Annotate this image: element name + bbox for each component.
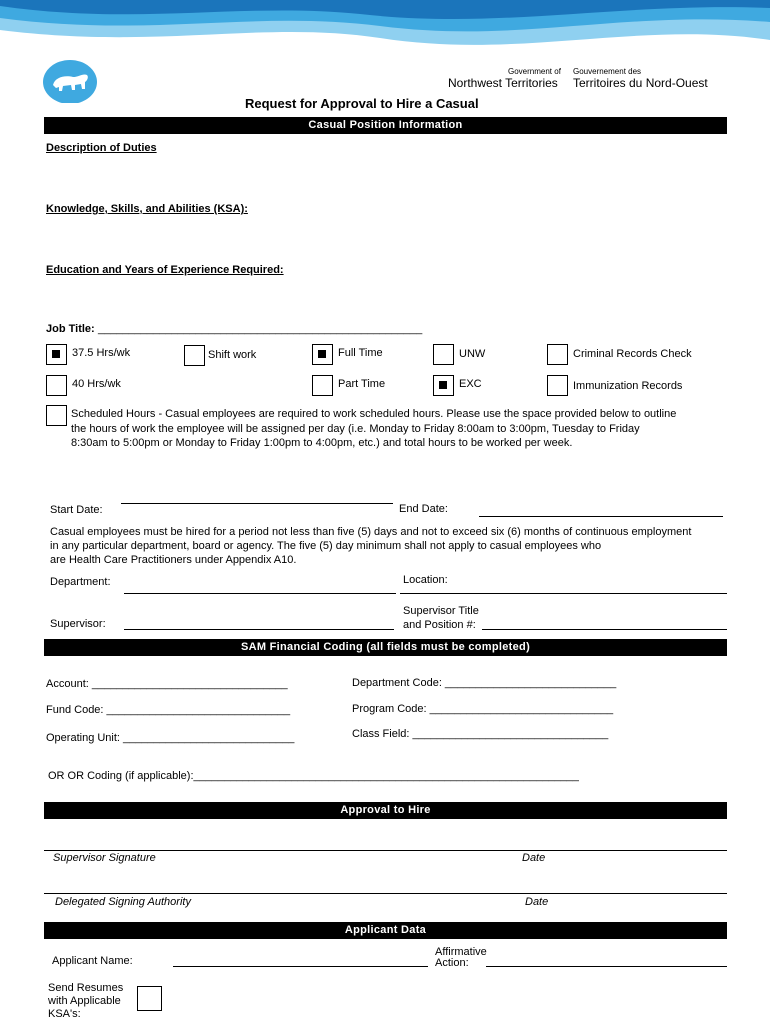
start-date-field[interactable] <box>121 503 393 504</box>
send-resumes-line1: Send Resumes <box>48 982 124 994</box>
label-unw: UNW <box>459 348 486 360</box>
gov-en-line1: Government of <box>508 67 561 76</box>
scheduled-hours-line3: 8:30am to 5:00pm or Monday to Friday 1:00pm to 4:00pm, etc.) and total hours to be worked per week. <box>71 437 573 449</box>
checkbox-part-time[interactable] <box>312 375 333 396</box>
label-full-time: Full Time <box>338 347 383 359</box>
account-field[interactable]: Account: ________________________________ <box>46 678 288 690</box>
applicant-name-field[interactable] <box>173 966 428 967</box>
notice-line3: are Health Care Practitioners under Appendix A10. <box>50 554 297 566</box>
department-label: Department: <box>50 576 111 588</box>
notice-line1: Casual employees must be hired for a period not less than five (5) days and not to exceed six (6) months of continuous employment <box>50 526 692 538</box>
supervisor-signature-line[interactable] <box>44 850 727 851</box>
supervisor-title-line2: and Position #: <box>403 619 476 631</box>
ksa-label: Knowledge, Skills, and Abilities (KSA): <box>46 203 248 215</box>
gov-fr-line1: Gouvernement des <box>573 67 642 76</box>
end-date-field[interactable] <box>479 516 723 517</box>
label-exc: EXC <box>459 378 482 390</box>
affirmative-action-field[interactable] <box>486 966 727 967</box>
date-label-1: Date <box>522 852 546 864</box>
section-heading-casual-position: Casual Position Information <box>44 117 727 134</box>
label-40-hrs: 40 Hrs/wk <box>72 378 121 390</box>
section-heading-sam-financial: SAM Financial Coding (all fields must be completed) <box>44 639 727 656</box>
send-resumes-line2: with Applicable <box>48 995 121 1007</box>
polar-bear-logo <box>41 55 99 103</box>
education-label: Education and Years of Experience Required: <box>46 264 284 276</box>
department-field[interactable] <box>124 593 396 594</box>
affirmative-line1: Affirmative <box>435 946 487 958</box>
fund-code-field[interactable]: Fund Code: ______________________________ <box>46 704 291 716</box>
department-code-field[interactable]: Department Code: ____________________________ <box>352 677 617 689</box>
notice-line2: in any particular department, board or agency. The five (5) day minimum shall not apply to casual employees who <box>50 540 602 552</box>
job-title-label: Job Title: <box>46 323 95 335</box>
location-label: Location: <box>403 574 448 586</box>
supervisor-signature-label: Supervisor Signature <box>53 852 156 864</box>
label-part-time: Part Time <box>338 378 386 390</box>
checkbox-send-resumes[interactable] <box>137 986 162 1011</box>
label-shift-work: Shift work <box>208 349 257 361</box>
header-wave-graphic <box>0 0 770 70</box>
operating-unit-field[interactable]: Operating Unit: ____________________________ <box>46 732 295 744</box>
applicant-name-label: Applicant Name: <box>52 955 133 967</box>
section-heading-approval: Approval to Hire <box>44 802 727 819</box>
start-date-label: Start Date: <box>50 504 103 516</box>
checkbox-criminal-records[interactable] <box>547 344 568 365</box>
form-title: Request for Approval to Hire a Casual <box>245 96 479 111</box>
gov-en-line2: Northwest Territories <box>448 76 558 90</box>
checkbox-unw[interactable] <box>433 344 454 365</box>
section-heading-applicant: Applicant Data <box>44 922 727 939</box>
checkbox-37-5-hrs[interactable] <box>46 344 67 365</box>
class-field-field[interactable]: Class Field: ________________________________ <box>352 728 609 740</box>
scheduled-hours-line1: Scheduled Hours - Casual employees are required to work scheduled hours. Please use the space provided below to outline <box>71 408 677 420</box>
send-resumes-line3: KSA's: <box>48 1008 81 1020</box>
label-criminal-records: Criminal Records Check <box>573 348 692 360</box>
checkbox-scheduled-hours[interactable] <box>46 405 67 426</box>
program-code-field[interactable]: Program Code: ______________________________ <box>352 703 614 715</box>
end-date-label: End Date: <box>399 503 448 515</box>
delegated-authority-label: Delegated Signing Authority <box>55 896 191 908</box>
supervisor-title-field[interactable] <box>482 629 727 630</box>
checkbox-full-time[interactable] <box>312 344 333 365</box>
checkbox-exc[interactable] <box>433 375 454 396</box>
checkbox-shift-work[interactable] <box>184 345 205 366</box>
supervisor-field[interactable] <box>124 629 394 630</box>
supervisor-title-line1: Supervisor Title <box>403 605 479 617</box>
delegated-authority-line[interactable] <box>44 893 727 894</box>
checkbox-40-hrs[interactable] <box>46 375 67 396</box>
description-label: Description of Duties <box>46 142 157 154</box>
label-immunization: Immunization Records <box>573 380 683 392</box>
location-field[interactable] <box>400 593 727 594</box>
supervisor-label: Supervisor: <box>50 618 106 630</box>
or-coding-field[interactable]: OR OR Coding (if applicable):_______________________________________________________________ <box>48 770 579 782</box>
scheduled-hours-line2: the hours of work the employee will be assigned per day (i.e. Monday to Friday 8:00am to 3:00pm, Tuesday to Friday <box>71 423 640 435</box>
label-37-5-hrs: 37.5 Hrs/wk <box>72 347 131 359</box>
date-label-2: Date <box>525 896 549 908</box>
gov-fr-line2: Territoires du Nord-Ouest <box>573 76 708 90</box>
checkbox-immunization[interactable] <box>547 375 568 396</box>
job-title-blank[interactable]: _____________________________________________________ <box>98 323 423 335</box>
affirmative-line2: Action: <box>435 957 469 969</box>
